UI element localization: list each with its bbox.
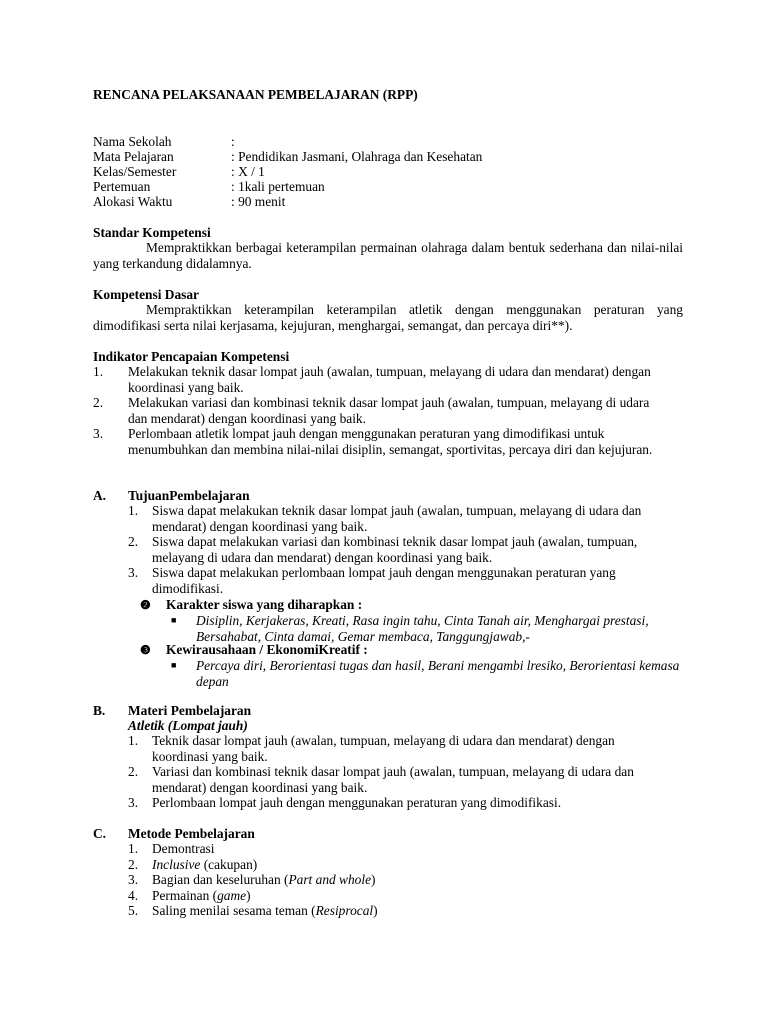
square-bullet-icon: ■ [171, 660, 177, 670]
kompetensi-paragraph: Mempraktikkan keterampilan keterampilan atletik dengan menggunakan peraturan yang dimodifikasi serta nilai kerjasama, kejujuran, menghargai, semangat, dan percaya diri**). [93, 302, 683, 333]
kompetensi-heading: Kompetensi Dasar [93, 287, 200, 302]
list-item: 1. Siswa dapat melakukan teknik dasar lompat jauh (awalan, tumpuan, melayang di udara dan mendarat) dengan koordinasi yang baik. [128, 503, 642, 534]
list-item: 3. Bagian dan keseluruhan (Part and whole) [128, 872, 376, 887]
standar-paragraph: Mempraktikkan berbagai keterampilan permainan olahraga dalam bentuk sederhana dan nilai-nilai yang terkandung didalamnya. [93, 240, 683, 271]
kewira-item: ■ Percaya diri, Berorientasi tugas dan hasil, Berani mengambi lresiko, Berorientasi kemasa depan [171, 658, 680, 689]
indikator-heading: Indikator Pencapaian Kompetensi [93, 349, 290, 364]
indikator-list [93, 364, 658, 457]
numbered-circle-icon: ❷ [140, 598, 151, 612]
list-item: 2. Melakukan variasi dan kombinasi teknik dasar lompat jauh (awalan, tumpuan, melayang di udara dan mendarat) dengan koordinasi yang baik. [93, 395, 650, 426]
materi-subheading: Atletik (Lompat jauh) [128, 718, 248, 733]
document-title: RENCANA PELAKSANAAN PEMBELAJARAN (RPP) [93, 87, 418, 102]
list-item: 2. Siswa dapat melakukan variasi dan kombinasi teknik dasar lompat jauh (awalan, tumpuan, melayang di udara dan mendarat) dengan koordinasi yang baik. [128, 534, 638, 565]
list-item: 1. Demontrasi [128, 841, 215, 856]
list-item: 2. Variasi dan kombinasi teknik dasar lompat jauh (awalan, tumpuan, melayang di udara dan mendarat) dengan koordinasi yang baik. [128, 764, 634, 795]
document-page: RENCANA PELAKSANAAN PEMBELAJARAN (RPP) Nama Sekolah : Mata Pelajaran : Pendidikan Jasmani, Olahraga dan Kesehatan Kelas/Semester : X / 1 Pertemuan : 1kali pertemuan Alokasi Waktu : 90 menit Standar Kompetensi Mempraktikkan berbagai keterampilan permainan olahraga dalam bentuk sederhana dan nilai-nilai yang terkandung didalamnya. Kompetensi Dasar Mempraktikkan keterampilan keterampilan atletik dengan menggunakan peraturan yang dimodifikasi serta nilai kerjasama, kejujuran, menghargai, semangat, dan percaya diri**). Indikator Pencapaian Kompetensi 1. Melakukan teknik dasar lompat jauh (awalan, tumpuan, melayang di udara dan mendarat) dengan koordinasi yang baik. 2. Melakukan variasi dan kombinasi teknik dasar lompat jauh (awalan, tumpuan, melayang di udara dan mendarat) dengan koordinasi yang baik. 3. Perlombaan atletik lompat jauh dengan menggunakan peraturan yang dimodifikasi untuk menumbuhkan dan membina nilai-nilai disiplin, semangat, sportivitas, percaya diri dan kejujuran. A. TujuanPembelajaran 1. Siswa dapat melakukan teknik dasar lompat jauh (awalan, tumpuan, melayang di udara dan mendarat) dengan koordinasi yang baik. 2. Siswa dapat melakukan variasi dan kombinasi teknik dasar lompat jauh (awalan, tumpuan, melayang di udara dan mendarat) dengan koordinasi yang baik. 3. Siswa dapat melakukan perlombaan lompat jauh dengan menggunakan peraturan yang dimodifikasi. ❷ Karakter siswa yang diharapkan : ■ Disiplin, Kerjakeras, Kreati, Rasa ingin tahu, Cinta Tanah air, Menghargai prestasi, Bersahabat, Cinta damai, Gemar membaca, Tanggungjawab,- ❸ Kewirausahaan / EkonomiKreatif : ■ Percaya diri, Berorientasi tugas dan hasil, Berani mengambi lresiko, Berorientasi kemasa depan B. Materi Pembelajaran Atletik (Lompat jauh) 1. Teknik dasar lompat jauh (awalan, tumpuan, melayang di udara dan mendarat) dengan koordinasi yang baik. 2. Variasi dan kombinasi teknik dasar lompat jauh (awalan, tumpuan, melayang di udara dan mendarat) dengan koordinasi yang baik. 3. Perlombaan lompat jauh dengan menggunakan peraturan yang dimodifikasi. C. Metode Pembelajaran 1. Demontrasi 2. Inclusive (cakupan) 3. Bagian dan keseluruhan (Part and whole) 4. Permainan (game) 5. Saling menilai sesama teman (Resiprocal) [93, 87, 683, 918]
kewira-heading: ❸ Kewirausahaan / EkonomiKreatif : [140, 642, 368, 657]
karakter-item: ■ Disiplin, Kerjakeras, Kreati, Rasa ingin tahu, Cinta Tanah air, Menghargai prestasi, Bersahabat, Cinta damai, Gemar membaca, Tanggungjawab,- [171, 613, 649, 644]
karakter-heading: ❷ Karakter siswa yang diharapkan : [140, 597, 363, 612]
list-item: 4. Permainan (game) [128, 887, 251, 903]
metode-list [128, 841, 678, 919]
list-item: 1. Melakukan teknik dasar lompat jauh (awalan, tumpuan, melayang di udara dan mendarat) dengan koordinasi yang baik. [93, 364, 651, 395]
square-bullet-icon: ■ [171, 615, 177, 625]
list-item: 5. Saling menilai sesama teman (Resiprocal) [128, 903, 378, 918]
section-title: TujuanPembelajaran [128, 488, 250, 503]
numbered-circle-icon: ❸ [140, 643, 151, 657]
list-item: 2. Inclusive (cakupan) [128, 856, 258, 872]
list-item: 1. Teknik dasar lompat jauh (awalan, tumpuan, melayang di udara dan mendarat) dengan koordinasi yang baik. [128, 733, 615, 764]
standar-heading: Standar Kompetensi [93, 225, 211, 240]
section-title: Metode Pembelajaran [128, 826, 255, 841]
list-item: 3. Siswa dapat melakukan perlombaan lompat jauh dengan menggunakan peraturan yang dimodifikasi. [128, 565, 616, 596]
tujuan-list [128, 503, 673, 596]
section-title: Materi Pembelajaran [128, 703, 252, 718]
list-item: 3. Perlombaan atletik lompat jauh dengan menggunakan peraturan yang dimodifikasi untuk menumbuhkan dan membina nilai-nilai disiplin, semangat, sportivitas, percaya diri dan kejujuran. [93, 426, 653, 457]
list-item: 3. Perlombaan lompat jauh dengan menggunakan peraturan yang dimodifikasi. [128, 795, 562, 810]
materi-list [128, 733, 673, 811]
